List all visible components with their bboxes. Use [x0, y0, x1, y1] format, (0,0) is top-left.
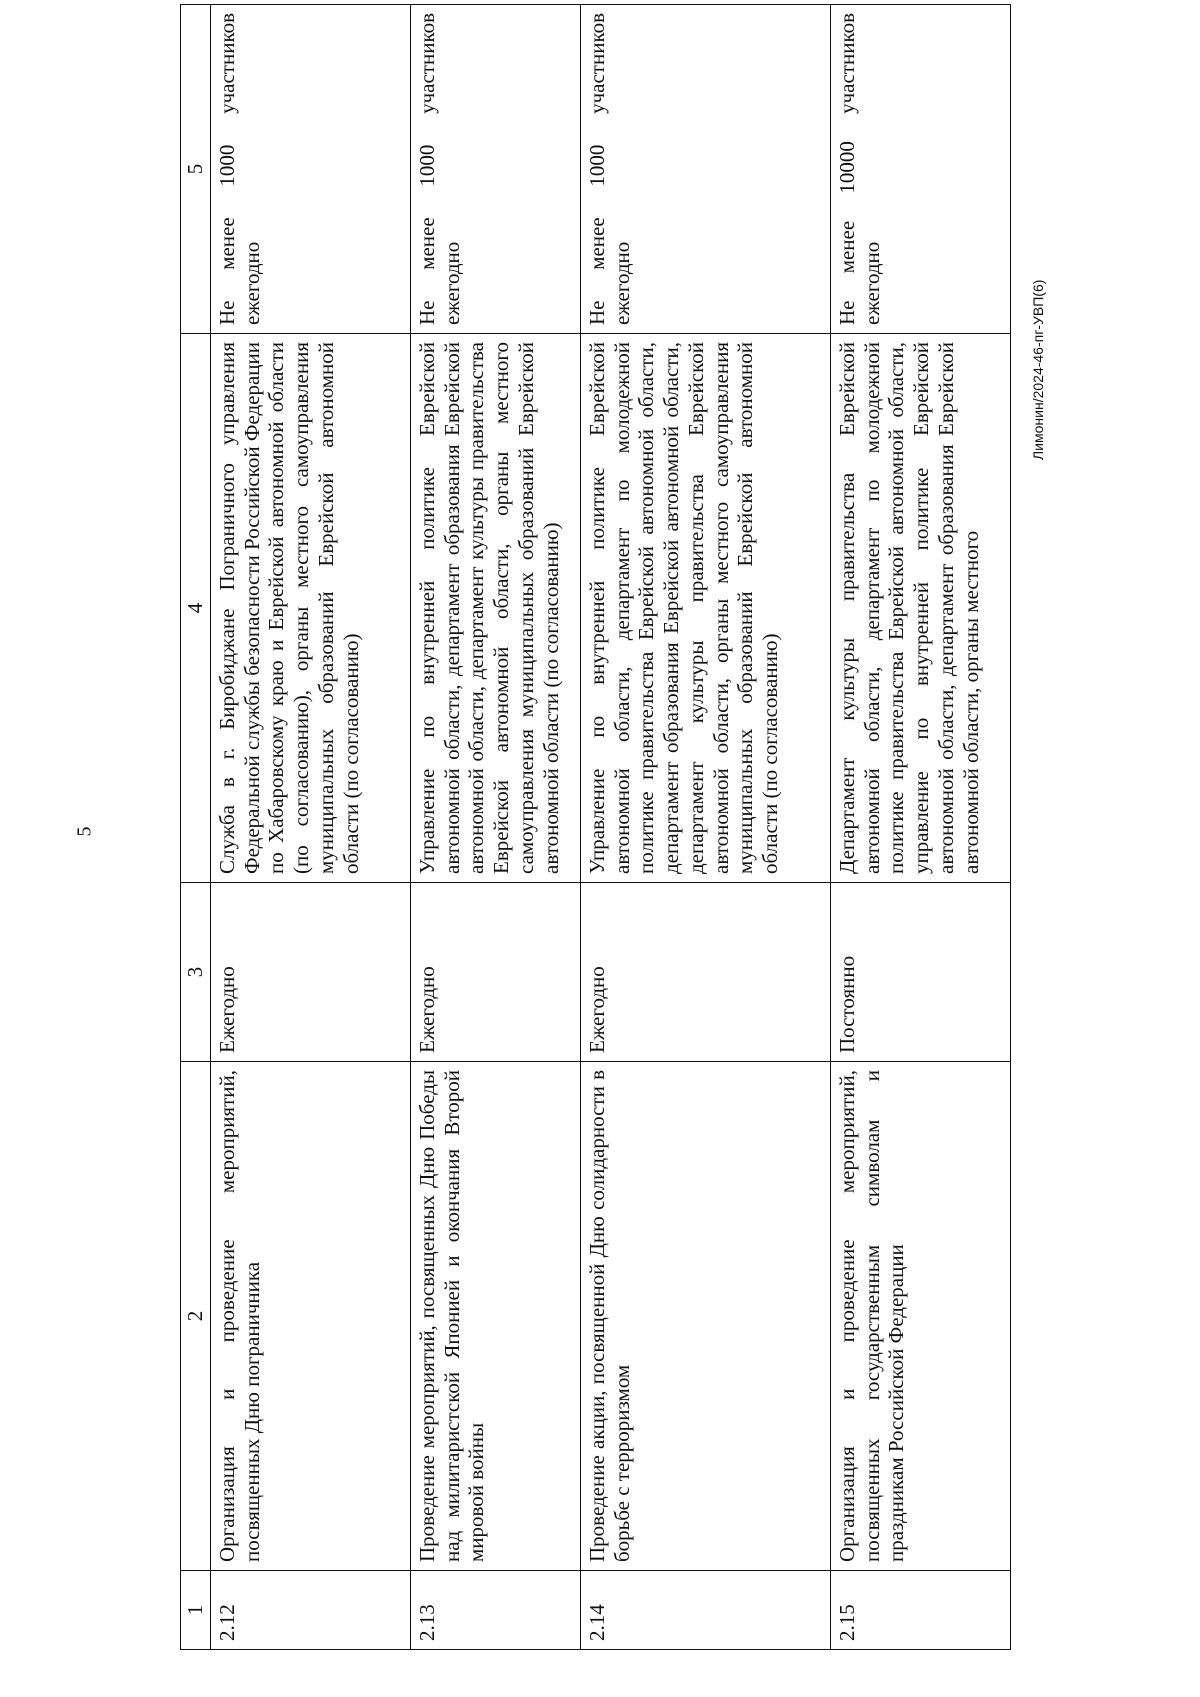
row-responsible: Управление по внутренней политике Еврейской автономной области, департамент по молодежной политике правительства Еврейской автономной области, департамент образования Еврейской автономной области, департамент культуры правительства Еврейской автономной области, органы местного самоуправления муниципальных образований Еврейской автономной области (по согласованию)	[580, 334, 830, 883]
row-number: 2.14	[580, 1571, 830, 1650]
row-result: Не менее 1000 участников ежегодно	[210, 5, 410, 334]
row-result: Не менее 1000 участников ежегодно	[410, 5, 580, 334]
header-row	[181, 5, 211, 1650]
row-result: Не менее 1000 участников ежегодно	[580, 5, 830, 334]
row-event: Проведение акции, посвященной Дню солидарности в борьбе с терроризмом	[580, 1062, 830, 1571]
row-period: Ежегодно	[210, 883, 410, 1062]
row-responsible: Управление по внутренней политике Еврейской автономной области, департамент образования Еврейской автономной области, департамент культуры правительства Еврейской автономной области, органы местного самоуправления муниципальных образований Еврейской автономной области (по согласованию)	[410, 334, 580, 883]
header-col-3: 3	[181, 883, 211, 1062]
row-period: Ежегодно	[580, 883, 830, 1062]
row-period: Постоянно	[830, 883, 1010, 1062]
row-responsible: Служба в г. Биробиджане Пограничного управления Федеральной службы безопасности Российской Федерации по Хабаровскому краю и Еврейской автономной области (по согласованию), органы местного самоуправления муниципальных образований Еврейской автономной области (по согласованию)	[210, 334, 410, 883]
table-row	[210, 5, 410, 1650]
header-col-1: 1	[181, 1571, 211, 1650]
events-table	[180, 4, 1011, 1650]
row-event: Организация и проведение мероприятий, посвященных государственным символам и праздникам Российской Федерации	[830, 1062, 1010, 1571]
header-col-5: 5	[181, 5, 211, 334]
rotated-table-container	[180, 13, 1080, 1650]
table-row	[830, 5, 1010, 1650]
page-number: 5	[73, 826, 96, 837]
row-event: Проведение мероприятий, посвященных Дню Победы над милитаристской Японией и окончания Второй мировой войны	[410, 1062, 580, 1571]
row-number: 2.13	[410, 1571, 580, 1650]
row-responsible: Департамент культуры правительства Еврейской автономной области, департамент по молодежной политике правительства Еврейской автономной области, управление по внутренней политике Еврейской автономной области, департамент образования Еврейской автономной области, органы местного	[830, 334, 1010, 883]
header-col-2: 2	[181, 1062, 211, 1571]
header-col-4: 4	[181, 334, 211, 883]
row-number: 2.15	[830, 1571, 1010, 1650]
row-event: Организация и проведение мероприятий, посвященных Дню пограничника	[210, 1062, 410, 1571]
row-number: 2.12	[210, 1571, 410, 1650]
row-result: Не менее 10000 участников ежегодно	[830, 5, 1010, 334]
row-period: Ежегодно	[410, 883, 580, 1062]
table-row	[580, 5, 830, 1650]
table-row	[410, 5, 580, 1650]
document-footer-code: Лимонин/2024-46-пг-УВП(6)	[1030, 279, 1046, 460]
